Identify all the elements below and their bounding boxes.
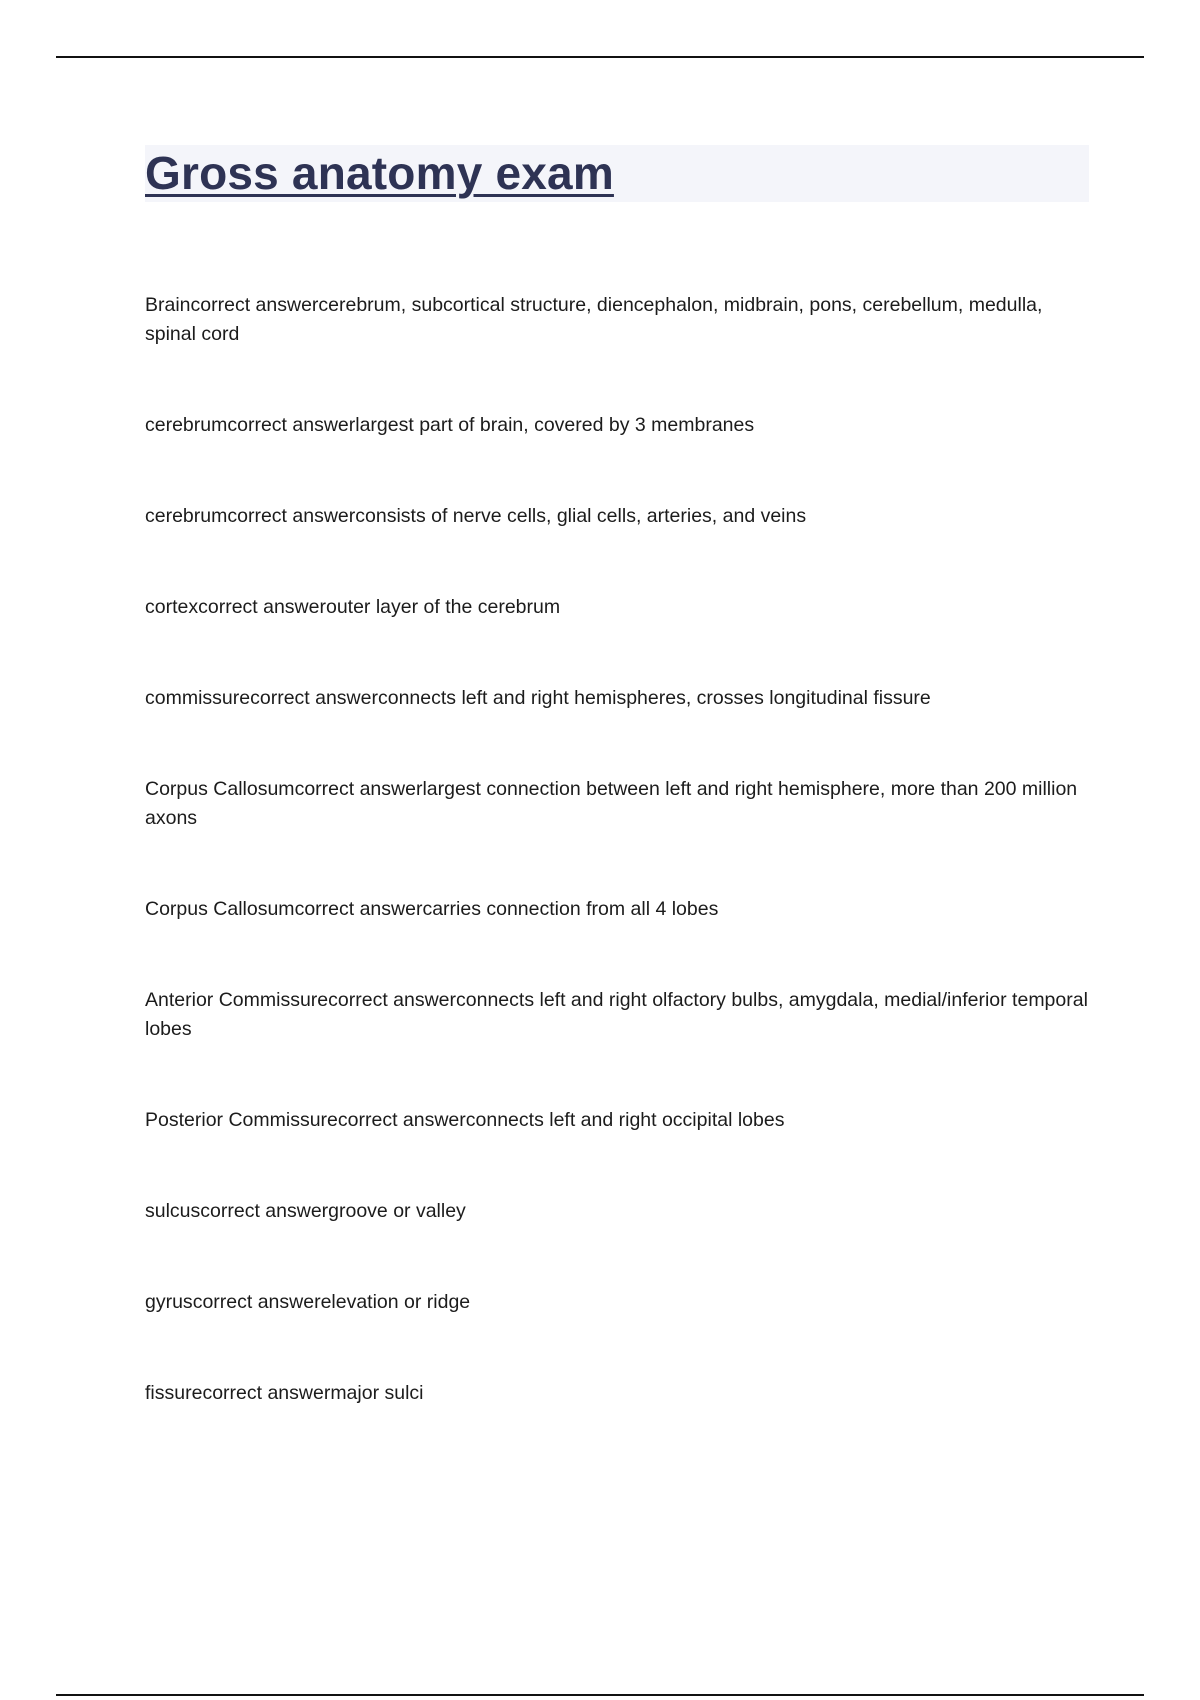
qa-list [145, 291, 1095, 1408]
qa-answer: connects left and right hemispheres, crosses longitudinal fissure [377, 687, 931, 709]
qa-term: cortex [145, 596, 199, 618]
qa-marker: correct answer [294, 778, 423, 800]
document-title: Gross anatomy exam [145, 147, 614, 199]
qa-term: Corpus Callosum [145, 898, 295, 920]
qa-item [145, 593, 1095, 622]
qa-marker: correct answer [337, 1109, 466, 1131]
qa-marker: correct answer [328, 989, 457, 1011]
qa-term: Brain [145, 294, 191, 316]
qa-term: Posterior Commissure [145, 1109, 338, 1131]
qa-item [145, 411, 1095, 440]
qa-marker: correct answer [250, 687, 378, 709]
qa-item [145, 502, 1095, 531]
qa-answer: carries connection from all 4 lobes [422, 898, 719, 920]
qa-answer: connects left and right occipital lobes [465, 1109, 785, 1131]
qa-term: commissure [145, 687, 251, 709]
qa-term: cerebrum [145, 414, 228, 436]
qa-item [145, 1288, 1095, 1317]
qa-answer: cerebrum, subcortical structure, diencephalon, midbrain, pons, cerebellum, medulla, spinal cord [145, 294, 1043, 345]
qa-item [145, 1197, 1095, 1226]
qa-answer: largest connection between left and right hemisphere, more than 200 million axons [145, 778, 1078, 829]
qa-marker: correct answer [198, 596, 326, 618]
qa-marker: correct answer [294, 898, 423, 920]
qa-answer: major sulci [330, 1382, 424, 1404]
qa-item [145, 1379, 1095, 1408]
qa-item [145, 986, 1095, 1044]
qa-term: sulcus [145, 1200, 201, 1222]
qa-marker: correct answer [190, 294, 319, 316]
qa-marker: correct answer [227, 505, 356, 527]
qa-term: gyrus [145, 1291, 193, 1313]
qa-item [145, 291, 1095, 349]
qa-item [145, 1106, 1095, 1135]
qa-marker: correct answer [192, 1291, 321, 1313]
header-rule [56, 56, 1144, 58]
qa-term: Anterior Commissure [145, 989, 329, 1011]
qa-answer: connects left and right olfactory bulbs, amygdala, medial/inferior temporal lobes [145, 989, 1088, 1040]
qa-term: Corpus Callosum [145, 778, 295, 800]
qa-marker: correct answer [200, 1200, 329, 1222]
qa-answer: largest part of brain, covered by 3 membranes [355, 414, 755, 436]
qa-item [145, 684, 1095, 713]
qa-marker: correct answer [202, 1382, 331, 1404]
footer-rule [56, 1694, 1144, 1696]
qa-answer: groove or valley [328, 1200, 466, 1222]
qa-term: cerebrum [145, 505, 228, 527]
qa-answer: elevation or ridge [320, 1291, 471, 1313]
qa-marker: correct answer [227, 414, 356, 436]
qa-item [145, 895, 1095, 924]
qa-term: fissure [145, 1382, 203, 1404]
qa-answer: outer layer of the cerebrum [325, 596, 561, 618]
qa-answer: consists of nerve cells, glial cells, arteries, and veins [355, 505, 807, 527]
qa-item [145, 775, 1095, 833]
